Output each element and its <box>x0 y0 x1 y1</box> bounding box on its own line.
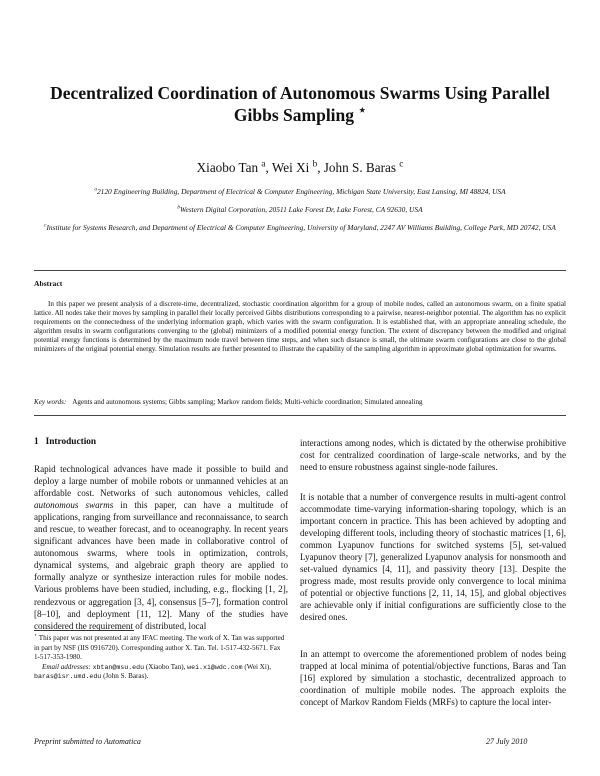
affiliation: $^a$2120 Engineering Building, Department of Electrical & Computer Engineering, Michigan State University, East Lansing, MI 48824, USA <box>94 186 506 196</box>
footnote-mark: ⋆ <box>34 633 38 639</box>
body-paragraph: Rapid technological advances have made it possible to build and deploy a large number of mobile robots or unmanned vehicles at an affordable cost. Networks of such autonomous vehicles, called autonomous swarms in this paper, can have a multitude of applications, ranging from surveillance and reconnaissance, to search and rescue, to weather forecast, and to oceanography. In recent years significant advances have been made in collaborative control of autonomous swarms, where tools in optimization, controls, dynamical systems, and algebraic graph theory are applied to formally analyze or synthesize interaction rules for mobile nodes. Various problems have been studied, including, e.g., flocking [1, 2], rendezvous or aggregation [3, 4], consensus [5–7], formation control [8–10], and deployment [11, 12]. Many of the studies have considered the requirement of distributed, local <box>34 464 288 631</box>
affiliation-mark: c <box>44 222 47 229</box>
abstract-text: In this paper we present analysis of a discrete-time, decentralized, stochastic coordination algorithm for a group of mobile nodes, called an autonomous swarm, on a finite spatial lattice. All nodes take their moves by sampling in parallel their locally perceived Gibbs distributions corresponding to a pairwise, nearest-neighbor potential. The algorithm has no explicit requirements on the connectedness of the underlying information graph, which varies with the swarm configuration. It is established that, with an appropriate annealing schedule, the algorithm results in swarm configurations converging to the (global) minimizers of a modified potential energy function. The extent of discrepancy between the modified and original potential energy functions is determined by the maximum node travel between time steps, and when such distance is small, the ultimate swarm configurations are close to the global minimizers of the original potential energy. Simulation results are further presented to illustrate the capability of the sampling algorithm in approximate global optimization for swarms. <box>34 300 566 354</box>
affiliation: $^b$Western Digital Corporation, 20511 Lake Forest Dr, Lake Forest, CA 92630, USA <box>177 204 423 214</box>
keywords <box>34 398 566 406</box>
abstract-bottom-rule <box>34 415 566 416</box>
footer-date: 27 July 2010 <box>486 737 528 746</box>
affiliation: $^c$Institute for Systems Research, and Department of Electrical & Computer Engineering, University of Maryland, 2247 AV Williams Building, College Park, MD 20742, USA <box>44 222 556 232</box>
author-affil-mark: b <box>312 158 318 169</box>
author-name: John S. Baras <box>323 160 396 175</box>
footer-journal: Preprint submitted to Automatica <box>34 737 141 746</box>
email-address[interactable]: wei.xi@wdc.com <box>187 663 243 671</box>
affiliation-mark: b <box>177 204 180 211</box>
keywords-text: Agents and autonomous systems; Gibbs sampling; Markov random fields; Multi-vehicle coordination; Simulated annealing <box>72 398 423 406</box>
paper-title: Decentralized Coordination of Autonomous Swarms Using Parallel Gibbs Sampling ⋆ <box>50 83 550 125</box>
section-heading: 1 Introduction <box>34 437 97 447</box>
abstract-heading: Abstract <box>34 279 63 288</box>
body-paragraph: interactions among nodes, which is dictated by the otherwise prohibitive cost for centralized coordination of large-scale networks, and by the need to ensure robustness against single-node failures. <box>300 438 566 473</box>
abstract-top-rule <box>34 270 566 271</box>
affiliation-mark: a <box>94 186 97 193</box>
body-paragraph: In an attempt to overcome the aforementioned problem of nodes being trapped at local minima of potential/objective functions, Baras and Tan [16] explored by simulation a stochastic, decentralized approach to coordination of multiple mobile nodes. The approach exploits the concept of Markov Random Fields (MRFs) to capture the local inter- <box>300 649 566 708</box>
author-affil-mark: a <box>261 158 266 169</box>
title-footnote-mark: ⋆ <box>358 103 367 118</box>
footnote: ⋆ This paper was not presented at any IFAC meeting. The work of X. Tan was supported in part by NSF (IIS 0916720). Corresponding author X. Tan. Tel. 1-517-432-5671. Fax 1-517-353-1980. Email addresses: xbtan@msu.edu (Xiaobo Tan), wei.xi@wdc.com (Wei Xi), baras@isr.umd.edu (John S. Baras). <box>34 633 285 681</box>
author-list: Xiaobo Tan $^a$, Wei Xi $^b$, John S. Baras $^c$ <box>196 158 404 175</box>
email-address[interactable]: baras@isr.umd.edu <box>34 673 102 681</box>
keywords-label: Key words: <box>34 398 67 406</box>
author-name: Wei Xi <box>271 160 310 175</box>
footnote-rule <box>34 630 134 631</box>
author-affil-mark: c <box>399 158 404 169</box>
email-address[interactable]: xbtan@msu.edu <box>92 663 145 671</box>
body-paragraph: It is notable that a number of convergence results in multi-agent control accommodate time-varying information-sharing topology, which is an important concern in practice. This has been achieved by adopting and developing different tools, including theory of stochastic matrices [1, 6], common Lyapunov functions for switched systems [5], set-valued Lyapunov theory [7], generalized Lyapunov analysis for nonsmooth and set-valued dynamics [4, 11], and passivity theory [13]. Despite the progress made, most results provide only convergence to local minima of potential or objective functions [2, 11, 14, 15], and global objectives are achievable only if initial configurations are sufficiently close to the desired ones. <box>300 492 566 623</box>
author-name: Xiaobo Tan <box>196 160 259 175</box>
